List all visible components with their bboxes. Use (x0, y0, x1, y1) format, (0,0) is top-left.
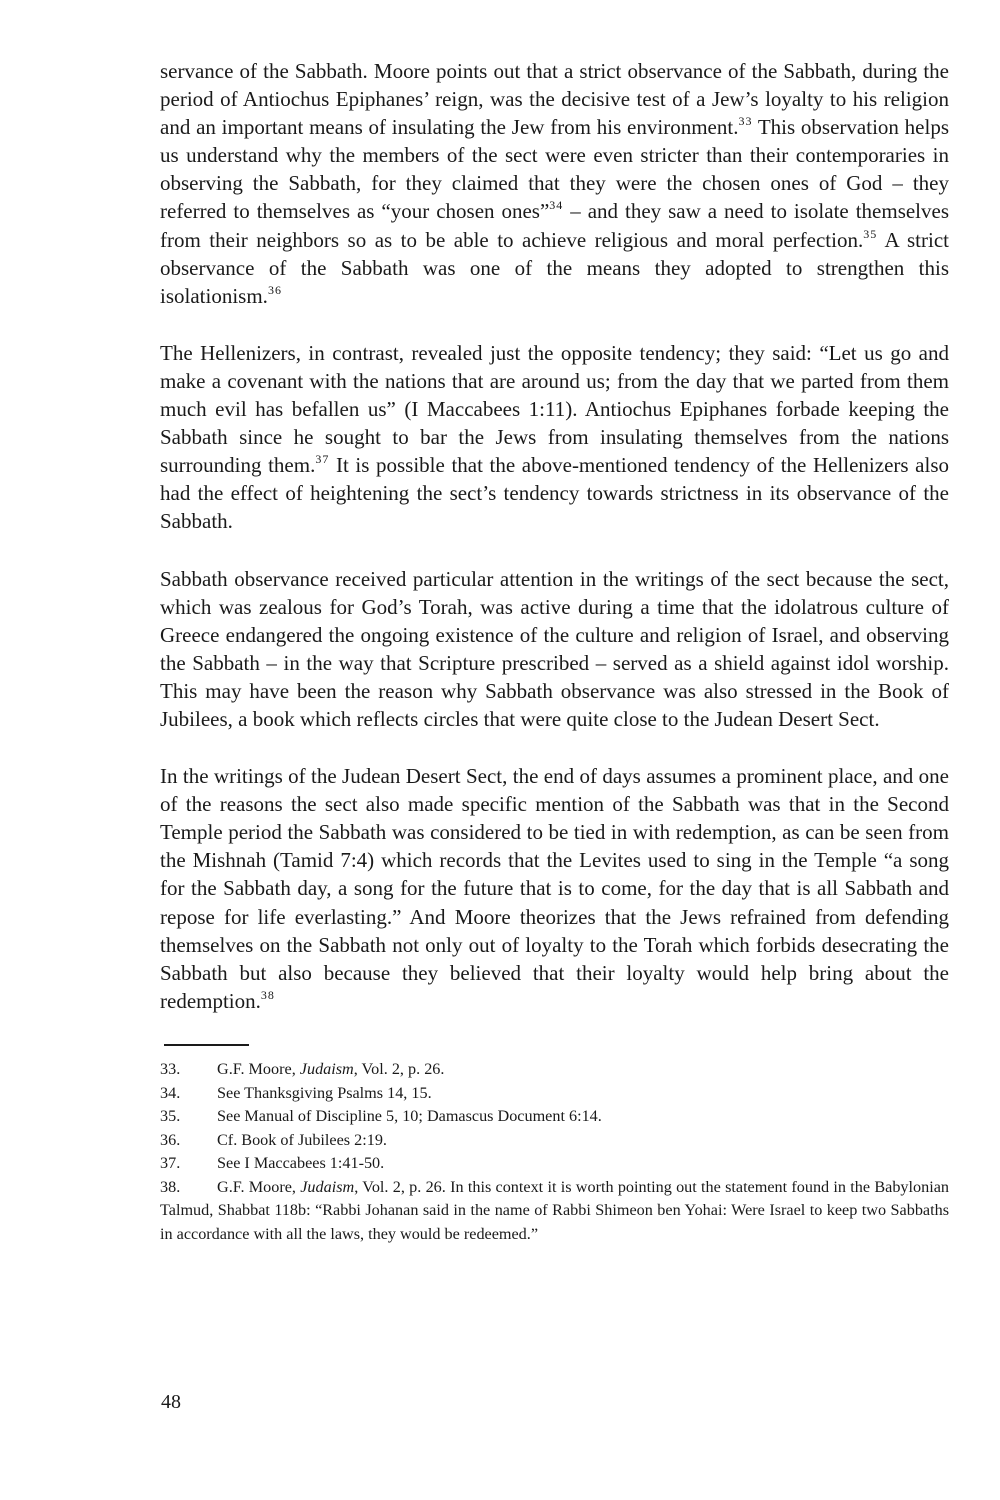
footnote-text (217, 1058, 949, 1082)
footnote-number: 33. (160, 1059, 181, 1078)
text-run: In the writings of the Judean Desert Sect, the end of days assumes a prominent place, and one of the reasons the sect also made specific mention of the Sabbath was that in the Second Temple period the Sabbath was considered to be tied in with redemption, as can be seen from the Mishnah (Tamid 7:4) which records that the Levites used to sing in the Temple “a song for the Sabbath day, a song for the future that is to come, for the day that is all Sabbath and repose for life everlasting.” And Moore theorizes that the Jews refrained from defending themselves on the Sabbath not only out of loyalty to the Torah which forbids desecrating the Sabbath but also because they believed that their loyalty would help bring about the redemption. (160, 764, 949, 1013)
text-run: G.F. Moore, (217, 1177, 301, 1196)
footnotes (160, 1058, 949, 1247)
footnote-number: 35. (160, 1107, 181, 1126)
text-run: See I Maccabees 1:41-50. (217, 1154, 385, 1173)
text-run: The Hellenizers, in contrast, revealed just the opposite tendency; they said: “Let us go and make a covenant with the nations that are around us; from the day that we parted from them much evil has befallen us” (I Maccabees 1:11). Antiochus Epiphanes forbade keeping the Sabbath since he sought to bar the Jews from insulating themselves from the nations surrounding them. (160, 340, 949, 478)
footnote-reference: 38 (260, 987, 275, 1002)
footnote (160, 1105, 949, 1129)
footnote-text (217, 1129, 949, 1153)
paragraph (160, 565, 949, 734)
footnote (160, 1058, 949, 1082)
text-run: Sabbath observance received particular attention in the writings of the sect because the sect, which was zealous for God’s Torah, was active during a time that the idolatrous culture of Greece endangered the ongoing existence of the culture and religion of Israel, and observing the Sabbath – in the way that Scripture prescribed – served as a shield against idol worship. This may have been the reason why Sabbath observance was also stressed in the Book of Jubilees, a book which reflects circles that were quite close to the Judean Desert Sect. (160, 566, 949, 731)
footnote-number: 38. (160, 1177, 181, 1196)
text-run: See Thanksgiving Psalms 14, 15. (217, 1083, 432, 1102)
footnote-number: 37. (160, 1154, 181, 1173)
footnote-reference: 35 (863, 226, 878, 241)
text-run: , Vol. 2, p. 26. In this context it is worth pointing out the statement found in the Babylonian Talmud, Shabbat 118b: “Rabbi Johanan said in the name of Rabbi Shimeon ben Yohai: Were Israel to keep two Sabbaths in accordance with all the laws, they would be redeemed.” (160, 1177, 949, 1244)
italic-title: Judaism (300, 1177, 355, 1196)
footnote-reference: 37 (315, 452, 330, 467)
footnote-text (160, 1178, 949, 1243)
footnote-number: 34. (160, 1083, 181, 1102)
text-run: See Manual of Discipline 5, 10; Damascus Document 6:14. (217, 1107, 602, 1126)
italic-title: Judaism (299, 1059, 354, 1078)
footnote (160, 1082, 949, 1106)
text-run: – and they saw a need to isolate themselves from their neighbors so as to be able to achieve religious and moral perfection. (160, 199, 950, 252)
main-text (160, 57, 949, 1015)
footnote (160, 1152, 949, 1176)
paragraph (160, 339, 949, 536)
text-run: Cf. Book of Jubilees 2:19. (217, 1130, 387, 1149)
footnote-text (217, 1152, 949, 1176)
text-run: This observation helps us understand why the members of the sect were even stricter than their contemporaries in observing the Sabbath, for they claimed that they were the chosen ones of God – they referred to themselves as “your chosen ones” (160, 115, 950, 224)
page-body (160, 57, 949, 1247)
text-run: A strict observance of the Sabbath was one of the means they adopted to strengthen this isolationism. (160, 227, 949, 308)
text-run: It is possible that the above-mentioned tendency of the Hellenizers also had the effect of heightening the sect’s tendency towards strictness in its observance of the Sabbath. (160, 453, 950, 534)
paragraph (160, 57, 949, 310)
text-run: , Vol. 2, p. 26. (353, 1059, 445, 1078)
footnote-divider (164, 1044, 249, 1046)
footnote-reference: 33 (738, 114, 753, 129)
footnote-text (217, 1105, 949, 1129)
text-run: G.F. Moore, (217, 1059, 300, 1078)
footnote-text (217, 1082, 949, 1106)
footnote-reference: 36 (267, 282, 282, 297)
footnote-number: 36. (160, 1130, 181, 1149)
page-number: 48 (161, 1391, 181, 1413)
text-run: servance of the Sabbath. Moore points out that a strict observance of the Sabbath, during the period of Antiochus Epiphanes’ reign, was the decisive test of a Jew’s loyalty to his religion and an important means of insulating the Jew from his environment. (160, 59, 949, 140)
footnote (160, 1129, 949, 1153)
paragraph (160, 762, 949, 1015)
footnote-reference: 34 (549, 198, 564, 213)
footnote (160, 1176, 949, 1247)
